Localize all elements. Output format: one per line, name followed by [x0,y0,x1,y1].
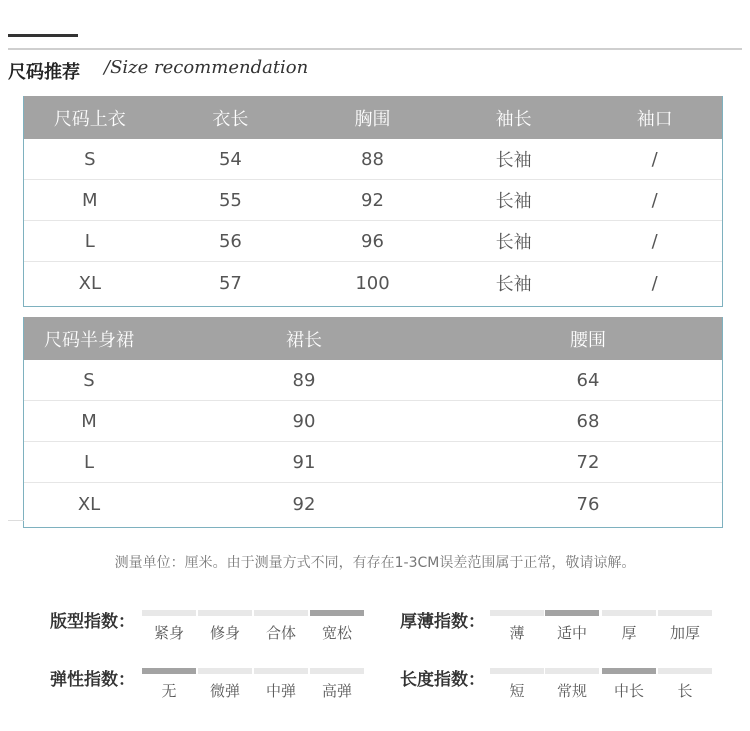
top-accent-line [8,34,78,37]
index-option: 常规 [556,682,587,700]
section-title-cn: 尺码推荐 [8,62,80,83]
index-option: 加厚 [669,624,700,642]
table-cell: 56 [218,230,242,252]
table-cell: 100 [355,272,390,294]
index-bar-segment [310,668,364,674]
table-row [24,401,722,442]
column-header: 衣长 [212,108,249,130]
divider [8,520,24,521]
index-bar-segment [142,610,196,616]
table-row [24,139,722,180]
table-cell: S [83,369,95,391]
table-header [24,317,722,360]
table-cell: / [651,148,658,170]
table-cell: 88 [361,148,384,170]
table-cell: / [651,230,658,252]
index-bar-segment [198,610,252,616]
index-bar-segment [490,668,544,674]
index-option: 薄 [509,624,525,642]
table-cell: M [82,189,98,211]
index-bar-segment [602,610,656,616]
table-cell: 长袖 [495,191,532,212]
table-row [24,262,722,304]
table-cell: XL [78,272,101,294]
index-bar-segment [658,610,712,616]
table-cell: 90 [292,410,316,432]
table-cell: 长袖 [495,232,532,253]
index-option: 修身 [209,624,240,642]
index-bar-segment [198,668,252,674]
index-label: 弹性指数： [50,670,135,690]
index-option: 短 [509,682,525,700]
table-cell: 72 [576,451,600,473]
index-label: 长度指数： [400,670,485,690]
table-cell: / [651,189,658,211]
index-label: 版型指数： [50,612,135,632]
index-option: 合体 [265,624,296,642]
index-bar-segment [254,610,308,616]
column-header: 腰围 [570,329,606,351]
index-label: 厚薄指数： [400,612,485,632]
table-cell: 57 [218,272,242,294]
index-option: 微弹 [209,682,240,700]
table-row [24,360,722,401]
column-header: 袖长 [495,108,532,130]
table-cell: 55 [218,189,242,211]
index-option: 厚 [621,624,637,642]
index-option: 长 [677,682,693,700]
table-header [24,96,722,139]
table-cell: 64 [576,369,600,391]
table-cell: 91 [292,451,316,473]
table-cell: 96 [361,230,384,252]
table-row [24,442,722,483]
index-option: 高弹 [321,682,352,700]
table-cell: XL [77,493,101,515]
index-bar-segment [310,610,364,616]
index-bar-segment [545,668,599,674]
table-row [24,180,722,221]
top-divider [8,48,742,50]
index-bar-segment [602,668,656,674]
table-cell: L [83,451,95,473]
measurement-note: 测量单位：厘米。由于测量方式不同，有存在1-3CM误差范围属于正常，敬请谅解。 [114,555,636,571]
index-option: 宽松 [321,624,352,642]
section-title-en: /Size recommendation [104,57,309,78]
table-cell: 长袖 [495,274,532,295]
table-cell: 76 [576,493,600,515]
index-bar-segment [142,668,196,674]
index-option: 适中 [556,624,587,642]
index-option: 中弹 [265,682,296,700]
table-cell: 68 [576,410,600,432]
index-bar-segment [254,668,308,674]
table-row [24,483,722,525]
table-row [24,221,722,262]
table-cell: 92 [292,493,316,515]
index-bar-segment [658,668,712,674]
table-cell: L [84,230,95,252]
table-cell: S [84,148,96,170]
table-cell: M [81,410,97,432]
index-bar-segment [490,610,544,616]
skirt-size-table [23,317,723,528]
top-size-table [23,96,723,307]
index-option: 紧身 [153,624,184,642]
column-header: 袖口 [636,108,673,130]
table-cell: 89 [292,369,316,391]
column-header: 尺码上衣 [53,108,126,130]
column-header: 裙长 [286,329,322,351]
table-cell: 92 [361,189,384,211]
table-cell: 54 [218,148,242,170]
column-header: 胸围 [354,108,391,130]
index-option: 无 [161,682,177,700]
table-cell: / [651,272,658,294]
index-option: 中长 [613,682,644,700]
column-header: 尺码半身裙 [44,329,134,351]
table-cell: 长袖 [495,150,532,171]
index-bar-segment [545,610,599,616]
